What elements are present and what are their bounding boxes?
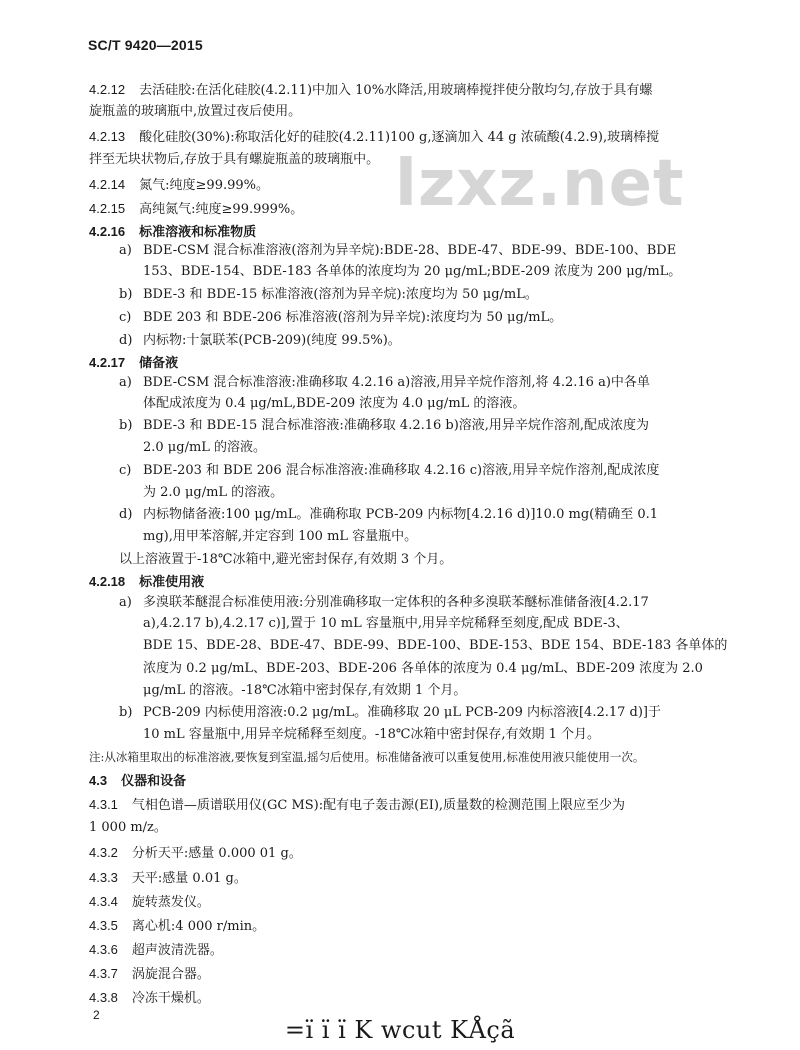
para-4-3-5: 4.3.5 离心机:4 000 r/min。 [89,918,266,934]
item-4-2-18-a-line3: BDE 15、BDE-28、BDE-47、BDE-99、BDE-100、BDE-153、BDE 154、BDE-183 各单体的 [143,638,728,653]
heading-4-2-18: 4.2.18 标准使用液 [89,574,205,590]
standard-code: SC/T 9420—2015 [88,37,203,53]
para-4-3-6: 4.3.6 超声波清洗器。 [89,942,223,958]
item-4-2-18-b-line1: b) PCB-209 内标使用溶液:0.2 μg/mL。准确移取 20 μL PCB-209 内标溶液[4.2.17 d)]于 [119,705,661,720]
para-4-3-8: 4.3.8 冷冻干燥机。 [89,990,210,1006]
item-4-2-18-a-line1: a) 多溴联苯醚混合标准使用液:分别准确移取一定体积的各种多溴联苯醚标准储备液[4.2.17 [119,595,649,610]
item-4-2-17-a-line1: a) BDE-CSM 混合标准溶液:准确移取 4.2.16 a)溶液,用异辛烷作溶剂,将 4.2.16 a)中各单 [119,375,650,390]
para-4-2-14: 4.2.14 氮气:纯度≥99.99%。 [89,177,269,193]
item-4-2-17-a-line2: 体配成浓度为 0.4 μg/mL,BDE-209 浓度为 4.0 μg/mL 的溶液。 [143,396,526,411]
watermark: lzxz.net [395,147,685,221]
item-4-2-16-b: b) BDE-3 和 BDE-15 标准溶液(溶剂为异辛烷):浓度均为 50 μg/mL。 [119,287,538,302]
heading-4-2-16: 4.2.16 标准溶液和标准物质 [89,224,257,240]
page-number: 2 [93,1008,100,1022]
para-4-2-15: 4.2.15 高纯氮气:纯度≥99.999%。 [89,201,304,217]
item-4-2-17-c-line2: 为 2.0 μg/mL 的溶液。 [143,485,284,500]
note: 注:从冰箱里取出的标准溶液,要恢复到室温,摇匀后使用。标准储备液可以重复使用,标准使用液只能使用一次。 [89,750,645,764]
para-4-3-1-line1: 4.3.1 气相色谱—质谱联用仪(GC MS):配有电子轰击源(EI),质量数的检测范围上限应至少为 [89,797,626,813]
para-4-3-1-line2: 1 000 m/z。 [89,820,167,835]
item-4-2-17-d-line2: mg),用甲苯溶解,并定容到 100 mL 容量瓶中。 [143,529,418,544]
item-4-2-18-a-line5: μg/mL 的溶液。-18℃冰箱中密封保存,有效期 1 个月。 [143,683,467,698]
para-4-3-4: 4.3.4 旋转蒸发仪。 [89,894,210,910]
item-4-2-18-a-line4: 浓度为 0.2 μg/mL、BDE-203、BDE-206 各单体的浓度为 0.4 μg/mL、BDE-209 浓度为 2.0 [143,661,703,676]
footer-garbled-text: =ï ï ï K wcut KÅçã [284,1016,516,1044]
para-4-2-13-line1: 4.2.13 酸化硅胶(30%):称取活化好的硅胶(4.2.11)100 g,逐滴加入 44 g 浓硫酸(4.2.9),玻璃棒搅 [89,129,660,145]
item-4-2-16-c: c) BDE 203 和 BDE-206 标准溶液(溶剂为异辛烷):浓度均为 50 μg/mL。 [119,310,563,325]
para-4-2-12-line2: 旋瓶盖的玻璃瓶中,放置过夜后使用。 [89,104,302,119]
item-4-2-17-d-line1: d) 内标物储备液:100 μg/mL。准确称取 PCB-209 内标物[4.2.16 d)]10.0 mg(精确至 0.1 [119,507,659,522]
item-4-2-16-a-line1: a) BDE-CSM 混合标准溶液(溶剂为异辛烷):BDE-28、BDE-47、BDE-99、BDE-100、BDE [119,243,677,258]
para-4-3-7: 4.3.7 涡旋混合器。 [89,966,210,982]
para-4-2-13-line2: 拌至无块状物后,存放于具有螺旋瓶盖的玻璃瓶中。 [89,152,380,167]
para-4-3-3: 4.3.3 天平:感量 0.01 g。 [89,870,247,886]
item-4-2-18-a-line2: a),4.2.17 b),4.2.17 c)],置于 10 mL 容量瓶中,用异辛烷稀释至刻度,配成 BDE-3、 [143,616,629,631]
item-4-2-17-c-line1: c) BDE-203 和 BDE 206 混合标准溶液:准确移取 4.2.16 c)溶液,用异辛烷作溶剂,配成浓度 [119,463,660,478]
storage-note: 以上溶液置于-18℃冰箱中,避光密封保存,有效期 3 个月。 [119,552,453,567]
para-4-2-12-line1: 4.2.12 去活硅胶:在活化硅胶(4.2.11)中加入 10%水降活,用玻璃棒搅拌使分散均匀,存放于具有螺 [89,82,653,98]
item-4-2-16-a-line2: 153、BDE-154、BDE-183 各单体的浓度均为 20 μg/mL;BDE-209 浓度为 200 μg/mL。 [143,264,682,279]
heading-4-3: 4.3 仪器和设备 [89,773,187,789]
item-4-2-16-d: d) 内标物:十氯联苯(PCB-209)(纯度 99.5%)。 [119,333,401,348]
item-4-2-17-b-line1: b) BDE-3 和 BDE-15 混合标准溶液:准确移取 4.2.16 b)溶液,用异辛烷作溶剂,配成浓度为 [119,418,650,433]
heading-4-2-17: 4.2.17 储备液 [89,355,179,371]
item-4-2-17-b-line2: 2.0 μg/mL 的溶液。 [143,440,267,455]
item-4-2-18-b-line2: 10 mL 容量瓶中,用异辛烷稀释至刻度。-18℃冰箱中密封保存,有效期 1 个月。 [143,727,601,742]
para-4-3-2: 4.3.2 分析天平:感量 0.000 01 g。 [89,845,302,861]
